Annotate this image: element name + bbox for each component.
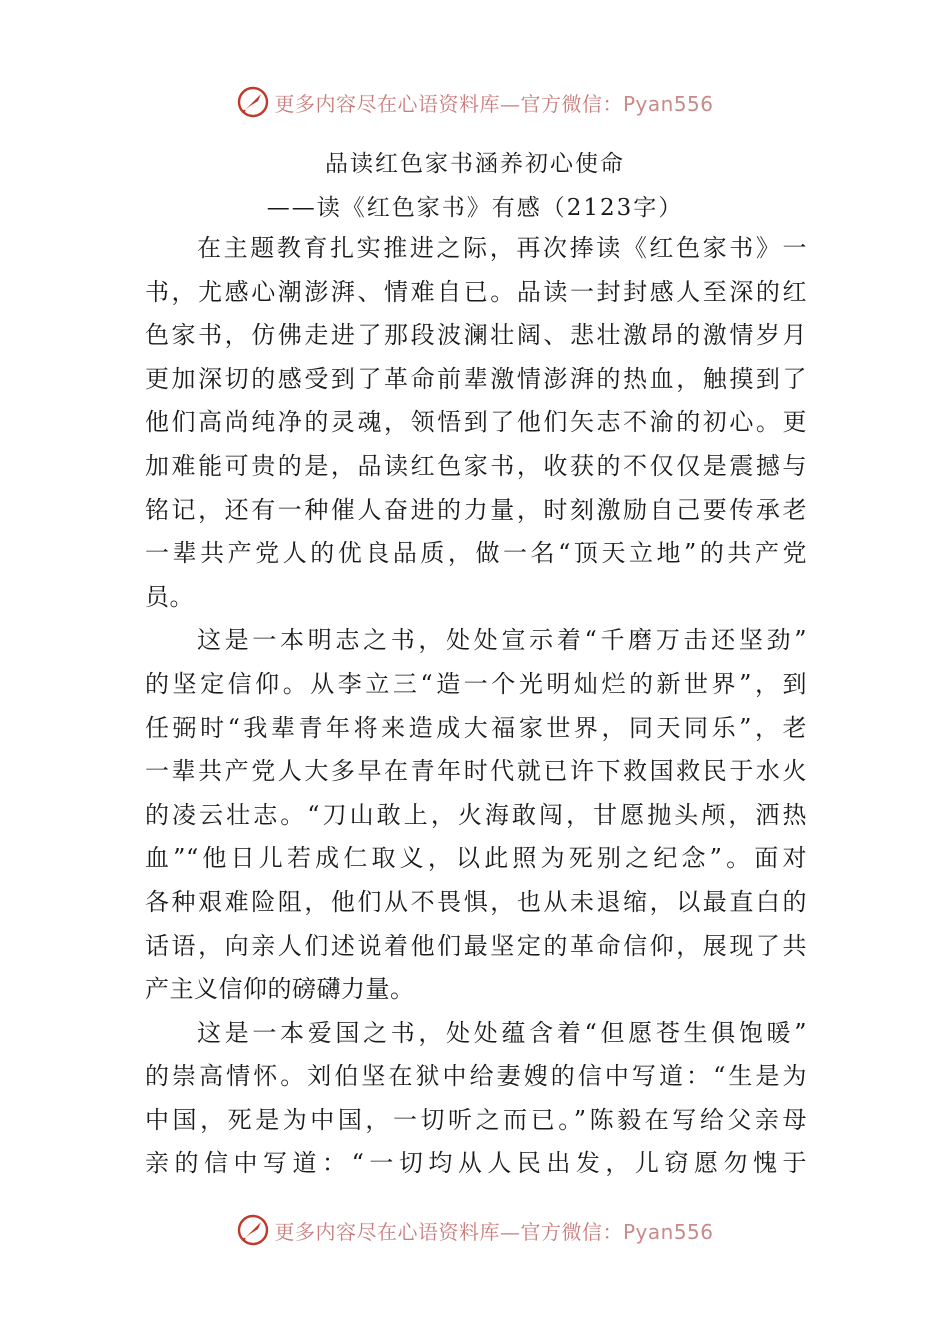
text-line: 更加深切的感受到了革命前辈激情澎湃的热血，触摸到了 xyxy=(145,364,807,393)
document-subtitle: ——读《红色家书》有感（2123字） xyxy=(266,195,684,221)
text-line: 书，尤感心潮澎湃、情难自已。品读一封封感人至深的红 xyxy=(145,277,807,306)
text-line: 色家书，仿佛走进了那段波澜壮阔、悲壮激昂的激情岁月 xyxy=(145,321,807,350)
document-body xyxy=(145,227,807,1186)
text-line: 他们高尚纯净的灵魂，领悟到了他们矢志不渝的初心。更 xyxy=(145,408,807,437)
text-line: 这是一本明志之书，处处宣示着“千磨万击还坚劲” xyxy=(197,626,807,655)
text-line: 的崇高情怀。刘伯坚在狱中给妻嫂的信中写道：“生是为 xyxy=(145,1062,807,1091)
banner-slogan: 更多内容尽在心语资料库—官方微信： xyxy=(274,91,623,116)
banner-text xyxy=(274,88,713,117)
text-line: 的凌云壮志。“刀山敢上，火海敢闯，甘愿抛头颅，洒热 xyxy=(145,800,807,829)
text-line: 亲的信中写道：“一切均从人民出发，儿窃愿勿愧于 xyxy=(145,1149,807,1178)
text-line: 员。 xyxy=(145,582,194,611)
header-banner xyxy=(0,82,950,122)
quill-logo-icon xyxy=(236,85,270,119)
banner-wechat-id: Pyan556 xyxy=(622,91,714,116)
text-line: 铭记，还有一种催人奋进的力量，时刻激励自己要传承老 xyxy=(145,495,807,524)
text-line: 在主题教育扎实推进之际，再次捧读《红色家书》一 xyxy=(197,234,807,262)
banner-wechat-id: Pyan556 xyxy=(622,1219,714,1244)
text-line: 这是一本爱国之书，处处蕴含着“但愿苍生俱饱暖” xyxy=(197,1018,807,1047)
text-line: 加难能可贵的是，品读红色家书，收获的不仅仅是震撼与 xyxy=(145,451,807,480)
banner-slogan: 更多内容尽在心语资料库—官方微信： xyxy=(274,1219,623,1244)
document-title: 品读红色家书涵养初心使命 xyxy=(325,151,625,177)
text-line: 中国，死是为中国，一切听之而已。”陈毅在写给父亲母 xyxy=(145,1105,807,1134)
banner-text xyxy=(274,1216,713,1245)
text-line: 一辈共产党人的优良品质，做一名“顶天立地”的共产党 xyxy=(145,539,807,568)
text-line: 任弼时“我辈青年将来造成大福家世界，同天同乐”，老 xyxy=(145,713,807,742)
text-line: 的坚定信仰。从李立三“造一个光明灿烂的新世界”，到 xyxy=(145,669,807,698)
quill-logo-icon xyxy=(236,1213,270,1247)
text-line: 血”“他日儿若成仁取义，以此照为死别之纪念”。面对 xyxy=(145,844,807,873)
text-line: 一辈共产党人大多早在青年时代就已许下救国救民于水火 xyxy=(145,757,807,786)
text-line: 产主义信仰的磅礴力量。 xyxy=(145,975,415,1004)
text-line: 话语，向亲人们述说着他们最坚定的革命信仰，展现了共 xyxy=(145,931,807,960)
footer-banner xyxy=(0,1210,950,1250)
text-line: 各种艰难险阻，他们从不畏惧，也从未退缩，以最直白的 xyxy=(145,887,807,916)
